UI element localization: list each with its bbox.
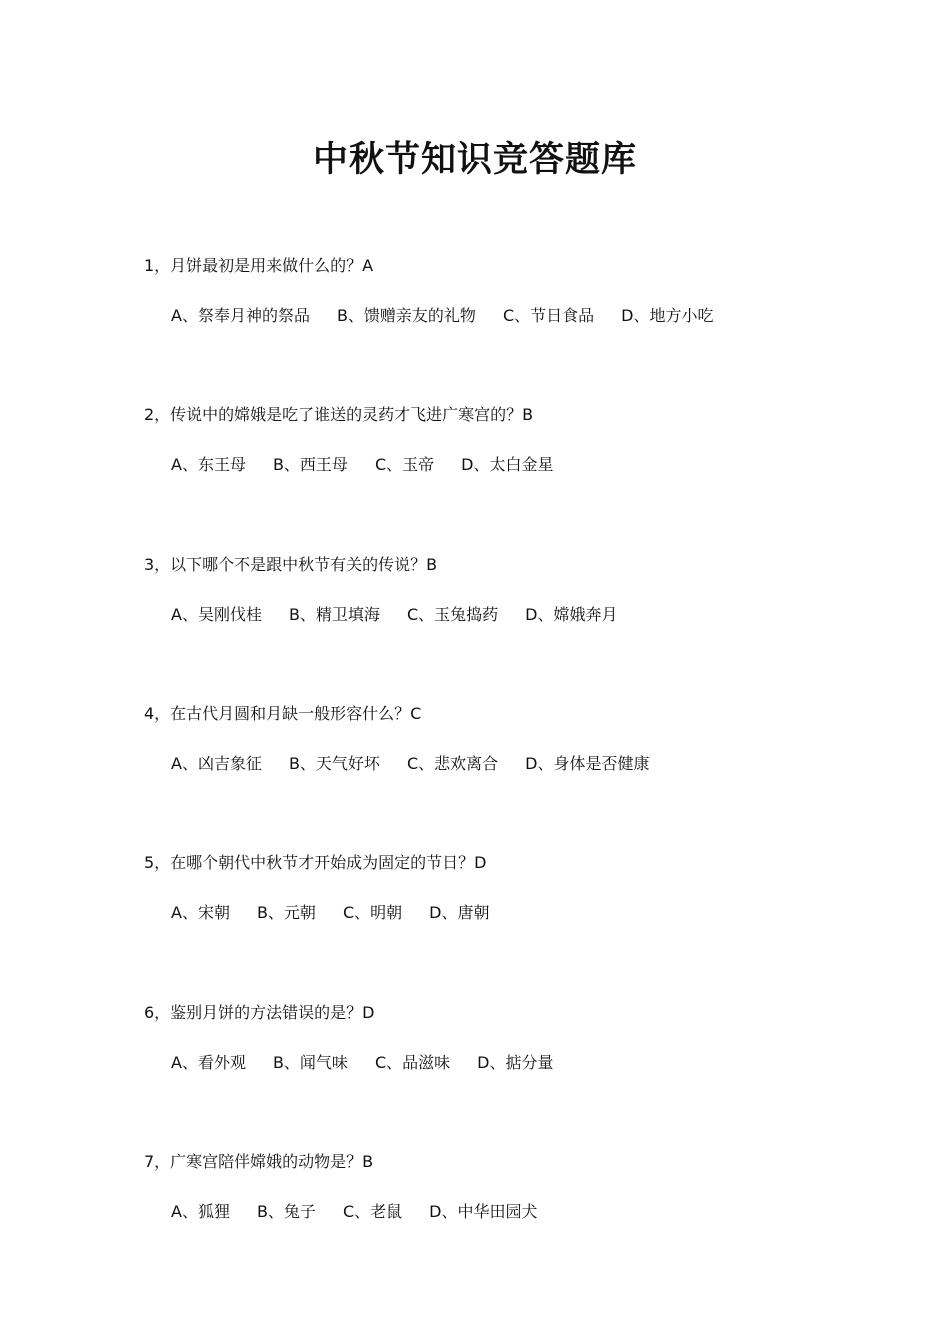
option-b: B、闻气味 xyxy=(272,1053,348,1072)
option-d: D、身体是否健康 xyxy=(525,754,650,773)
option-d: D、地方小吃 xyxy=(621,306,714,325)
option-a: A、吴刚伐桂 xyxy=(171,605,262,624)
options-row xyxy=(144,1200,864,1224)
options-row xyxy=(144,453,864,477)
question-item xyxy=(144,254,864,328)
options-row xyxy=(144,752,864,776)
question-item xyxy=(144,553,864,627)
option-a: A、东王母 xyxy=(171,455,246,474)
option-b: B、精卫填海 xyxy=(288,605,380,624)
option-d: D、嫦娥奔月 xyxy=(525,605,618,624)
option-a: A、祭奉月神的祭品 xyxy=(171,306,310,325)
option-c: C、节日食品 xyxy=(502,306,595,325)
question-text: 7，广寒宫陪伴嫦娥的动物是？B xyxy=(144,1152,374,1171)
option-c: C、品滋味 xyxy=(374,1053,451,1072)
option-d: D、中华田园犬 xyxy=(429,1202,538,1221)
option-a: A、看外观 xyxy=(171,1053,246,1072)
option-b: B、兔子 xyxy=(256,1202,316,1221)
question-item xyxy=(144,1001,864,1075)
option-a: A、宋朝 xyxy=(171,903,230,922)
options-row xyxy=(144,603,864,627)
question-item xyxy=(144,1150,864,1224)
options-row xyxy=(144,1051,864,1075)
question-item xyxy=(144,702,864,776)
question-item xyxy=(144,403,864,477)
options-row xyxy=(144,304,864,328)
option-d: D、掂分量 xyxy=(477,1053,554,1072)
question-text: 2，传说中的嫦娥是吃了谁送的灵药才飞进广寒宫的？B xyxy=(144,405,534,424)
question-text: 6，鉴别月饼的方法错误的是？D xyxy=(144,1003,375,1022)
option-c: C、明朝 xyxy=(342,903,403,922)
option-d: D、唐朝 xyxy=(429,903,490,922)
option-c: C、玉兔捣药 xyxy=(406,605,499,624)
option-b: B、馈赠亲友的礼物 xyxy=(336,306,476,325)
option-b: B、元朝 xyxy=(256,903,316,922)
question-text: 5，在哪个朝代中秋节才开始成为固定的节日？D xyxy=(144,853,487,872)
question-text: 1，月饼最初是用来做什么的？A xyxy=(144,256,374,275)
option-c: C、老鼠 xyxy=(342,1202,403,1221)
option-c: C、玉帝 xyxy=(374,455,435,474)
question-item xyxy=(144,851,864,925)
question-text: 4，在古代月圆和月缺一般形容什么？C xyxy=(144,704,422,723)
question-text: 3，以下哪个不是跟中秋节有关的传说？B xyxy=(144,555,438,574)
option-a: A、凶吉象征 xyxy=(171,754,262,773)
option-c: C、悲欢离合 xyxy=(406,754,499,773)
page-title: 中秋节知识竞答题库 xyxy=(312,140,637,180)
option-a: A、狐狸 xyxy=(171,1202,230,1221)
option-d: D、太白金星 xyxy=(461,455,554,474)
option-b: B、天气好坏 xyxy=(288,754,380,773)
options-row xyxy=(144,901,864,925)
option-b: B、西王母 xyxy=(272,455,348,474)
